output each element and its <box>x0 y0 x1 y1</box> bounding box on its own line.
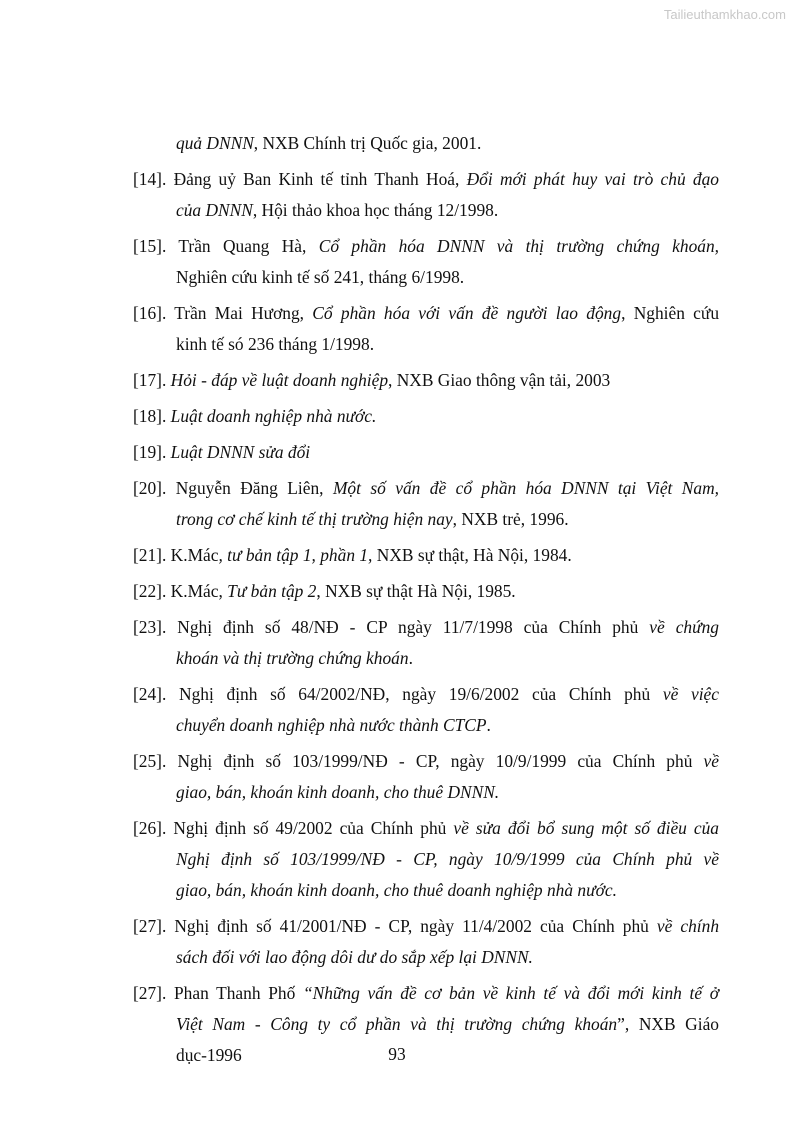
italic-text: Đổi mới phát huy vai trò chủ đạo <box>466 169 719 189</box>
text: NXB sự thật, Hà Nội, 1984. <box>372 545 572 565</box>
reference-line <box>133 813 719 844</box>
text: [16]. Trần Mai Hương, <box>133 303 313 323</box>
reference-entry <box>133 298 719 360</box>
text: [23]. Nghị định số 48/NĐ - CP ngày 11/7/1998 của Chính phủ <box>133 617 650 637</box>
reference-line <box>133 911 719 942</box>
reference-entry <box>133 813 719 906</box>
reference-line <box>133 329 719 360</box>
italic-text: Hỏi - đáp về luật doanh nghiệp <box>170 370 389 390</box>
text: [27]. Phan Thanh Phố <box>133 983 303 1003</box>
reference-entry <box>133 911 719 973</box>
text: [22]. K.Mác, <box>133 581 228 601</box>
text: [27]. Nghị định số 41/2001/NĐ - CP, ngày 11/4/2002 của Chính phủ <box>133 916 657 936</box>
italic-text: sách đối với lao động dôi dư do sắp xếp lại DNNN. <box>176 947 533 967</box>
reference-line <box>133 643 719 674</box>
watermark: Tailieuthamkhao.com <box>663 7 786 22</box>
reference-line <box>133 612 719 643</box>
reference-line <box>133 679 719 710</box>
italic-text: trong cơ chế kinh tế thị trường hiện nay <box>176 509 453 529</box>
reference-entry <box>133 576 719 607</box>
reference-entry <box>133 231 719 293</box>
reference-line <box>133 710 719 741</box>
reference-line <box>133 540 719 571</box>
page-number: 93 <box>388 1044 406 1064</box>
text: , Nghiên cứu <box>621 303 720 323</box>
italic-text: Một số vấn đề cổ phần hóa DNNN tại Việt Nam, <box>332 478 720 498</box>
text: , NXB trẻ, 1996. <box>452 509 569 529</box>
italic-text: của DNNN <box>176 200 253 220</box>
reference-entry <box>133 679 719 741</box>
reference-line <box>133 473 719 504</box>
reference-line <box>133 1009 719 1040</box>
reference-line <box>133 875 719 906</box>
italic-text: “Những vấn đề cơ bản về kinh tế và đổi mới kinh tế ở <box>302 983 720 1003</box>
reference-line <box>133 365 719 396</box>
text: dục-1996 <box>176 1045 242 1065</box>
italic-text: về sửa đổi bổ sung một số điều của <box>453 818 719 838</box>
reference-entry <box>133 473 719 535</box>
reference-line <box>133 978 719 1009</box>
text: [15]. Trần Quang Hà, <box>133 236 319 256</box>
italic-text: Nghị định số 103/1999/NĐ - CP, ngày 10/9/1999 của Chính phủ về <box>176 849 719 869</box>
text: . <box>408 648 413 668</box>
text: [20]. Nguyễn Đăng Liên, <box>133 478 333 498</box>
italic-text: về chính <box>656 916 720 936</box>
reference-line <box>133 942 719 973</box>
text: [19]. <box>133 442 171 462</box>
reference-entry <box>133 612 719 674</box>
italic-text: về chứng <box>649 617 719 637</box>
italic-text: , tư bản tập 1, phần 1, <box>218 545 373 565</box>
text: . <box>486 715 491 735</box>
italic-text: Cổ phần hóa DNNN và thị trường chứng khoán, <box>318 236 719 256</box>
reference-line <box>133 298 719 329</box>
text: [14]. Đảng uỷ Ban Kinh tế tỉnh Thanh Hoá, <box>133 169 467 189</box>
italic-text: Tư bản tập 2 <box>227 581 317 601</box>
reference-line <box>133 437 719 468</box>
reference-line <box>133 401 719 432</box>
reference-line <box>133 231 719 262</box>
text: , NXB sự thật Hà Nội, 1985. <box>316 581 516 601</box>
reference-line <box>133 504 719 535</box>
italic-text: Luật doanh nghiệp nhà nước. <box>170 406 377 426</box>
text: [21]. K.Mác <box>133 545 219 565</box>
text: [17]. <box>133 370 171 390</box>
italic-text: quả DNNN <box>176 133 254 153</box>
reference-entry <box>133 128 719 159</box>
reference-line <box>133 746 719 777</box>
text: kinh tế só 236 tháng 1/1998. <box>176 334 375 354</box>
italic-text: về <box>703 751 719 771</box>
text: [25]. Nghị định số 103/1999/NĐ - CP, ngày 10/9/1999 của Chính phủ <box>133 751 704 771</box>
reference-entry <box>133 437 719 468</box>
reference-entry <box>133 164 719 226</box>
italic-text: Cổ phần hóa với vấn đề người lao động <box>312 303 622 323</box>
reference-entry <box>133 540 719 571</box>
text: Nghiên cứu kinh tế số 241, tháng 6/1998. <box>176 267 465 287</box>
reference-line <box>133 262 719 293</box>
text: [26]. Nghị định số 49/2002 của Chính phủ <box>133 818 454 838</box>
italic-text: chuyển doanh nghiệp nhà nước thành CTCP <box>176 715 487 735</box>
reference-entry <box>133 401 719 432</box>
italic-text: Luật DNNN sửa đổi <box>170 442 311 462</box>
text: , NXB Giao thông vận tải, 2003 <box>388 370 611 390</box>
reference-line <box>133 576 719 607</box>
italic-text: khoán và thị trường chứng khoán <box>176 648 409 668</box>
text: [24]. Nghị định số 64/2002/NĐ, ngày 19/6/2002 của Chính phủ <box>133 684 663 704</box>
reference-entry <box>133 365 719 396</box>
italic-text: giao, bán, khoán kinh doanh, cho thuê DNNN. <box>176 782 500 802</box>
text: ”, NXB Giáo <box>617 1014 719 1034</box>
reference-list <box>133 128 719 1076</box>
reference-line <box>133 195 719 226</box>
italic-text: Việt Nam - Công ty cổ phần và thị trường chứng khoán <box>176 1014 618 1034</box>
text: [18]. <box>133 406 171 426</box>
reference-line <box>133 777 719 808</box>
text: , Hội thảo khoa học tháng 12/1998. <box>252 200 499 220</box>
reference-line <box>133 844 719 875</box>
text: , NXB Chính trị Quốc gia, 2001. <box>253 133 482 153</box>
reference-line <box>133 128 719 159</box>
reference-entry <box>133 746 719 808</box>
italic-text: về việc <box>662 684 719 704</box>
reference-line <box>133 164 719 195</box>
italic-text: giao, bán, khoán kinh doanh, cho thuê doanh nghiệp nhà nước. <box>176 880 617 900</box>
